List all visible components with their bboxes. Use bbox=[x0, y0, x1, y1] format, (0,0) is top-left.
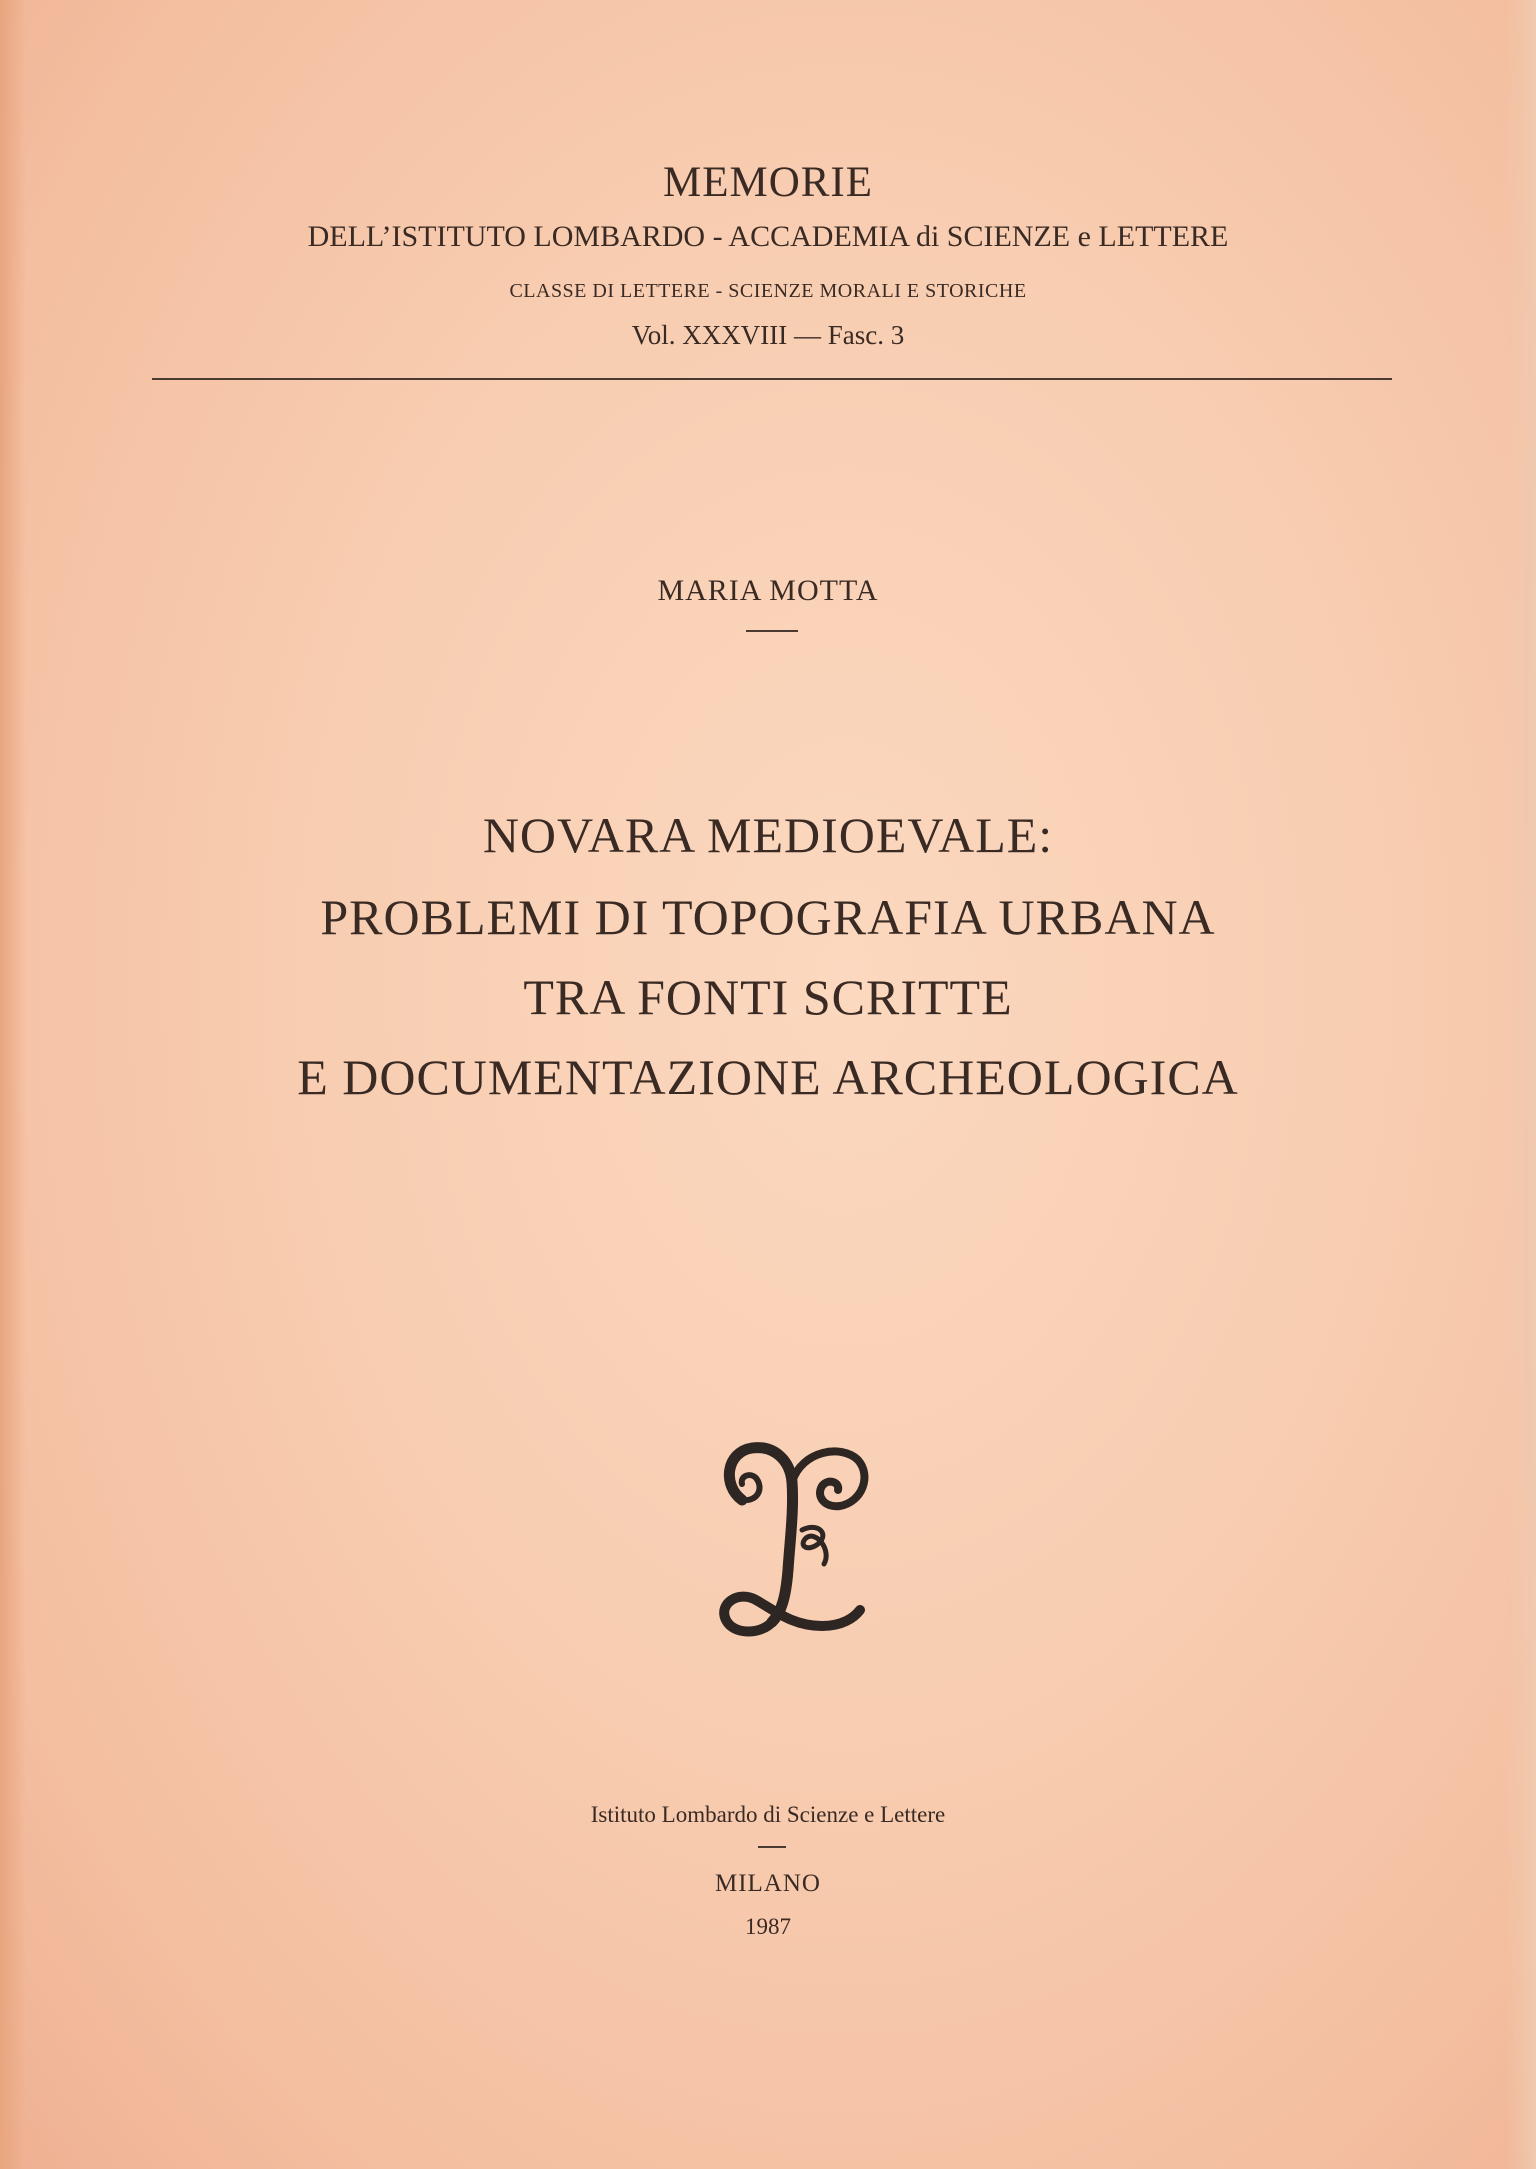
book-title-line-4: E DOCUMENTAZIONE ARCHEOLOGICA bbox=[297, 1049, 1239, 1105]
book-title-line-3: TRA FONTI SCRITTE bbox=[523, 969, 1013, 1025]
publisher-name: Istituto Lombardo di Scienze e Lettere bbox=[590, 1802, 946, 1827]
publication-year: 1987 bbox=[745, 1914, 791, 1939]
series-classe: CLASSE DI LETTERE - SCIENZE MORALI E STORICHE bbox=[509, 280, 1027, 302]
publisher-divider bbox=[758, 1846, 786, 1848]
book-title-line-1: NOVARA MEDIOEVALE: bbox=[482, 807, 1054, 863]
header-divider bbox=[152, 378, 1392, 380]
book-title-line-2: PROBLEMI DI TOPOGRAFIA URBANA bbox=[320, 889, 1216, 945]
author-divider bbox=[746, 630, 798, 632]
publication-city: MILANO bbox=[715, 1870, 821, 1897]
series-institute: DELL’ISTITUTO LOMBARDO - ACCADEMIA di SCIENZE e LETTERE bbox=[307, 220, 1229, 253]
author-name: MARIA MOTTA bbox=[657, 574, 879, 607]
series-volume: Vol. XXXVIII — Fasc. 3 bbox=[631, 320, 905, 350]
istituto-lombardo-monogram-icon bbox=[712, 1430, 872, 1640]
series-title: MEMORIE bbox=[662, 159, 874, 206]
